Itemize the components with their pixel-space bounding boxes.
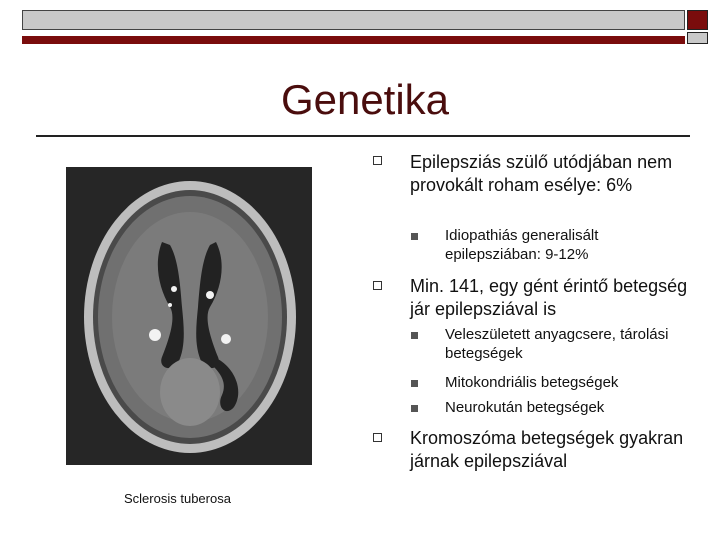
bullet-marker-square <box>373 433 382 442</box>
sub-bullet-marker <box>411 405 418 412</box>
sub-bullet-marker <box>411 380 418 387</box>
bullet-item-3: Kromoszóma betegségek gyakran járnak epilepsziával <box>410 428 684 471</box>
slide-title: Genetika <box>280 76 450 123</box>
sub-bullet-item-2-2: Mitokondriális betegségek <box>445 374 619 391</box>
bullet-marker-square <box>373 156 382 165</box>
sub-bullet-item-2-1: Veleszületett anyagcsere, tárolási betegségek <box>445 326 669 362</box>
sub-bullet-marker <box>411 332 418 339</box>
bullet-marker-square <box>373 281 382 290</box>
bullet-item-1: Epilepsziás szülő utódjában nem provokált roham esélye: 6% <box>410 152 673 195</box>
bullet-item-2: Min. 141, egy gént érintő betegség jár epilepsziával is <box>410 276 688 319</box>
sub-bullet-item-1-1: Idiopathiás generalisált epilepsziában: 9-12% <box>445 227 599 263</box>
sub-bullet-item-2-3: Neurokután betegségek <box>445 399 605 416</box>
sub-bullet-marker <box>411 233 418 240</box>
image-caption: Sclerosis tuberosa <box>124 491 231 506</box>
